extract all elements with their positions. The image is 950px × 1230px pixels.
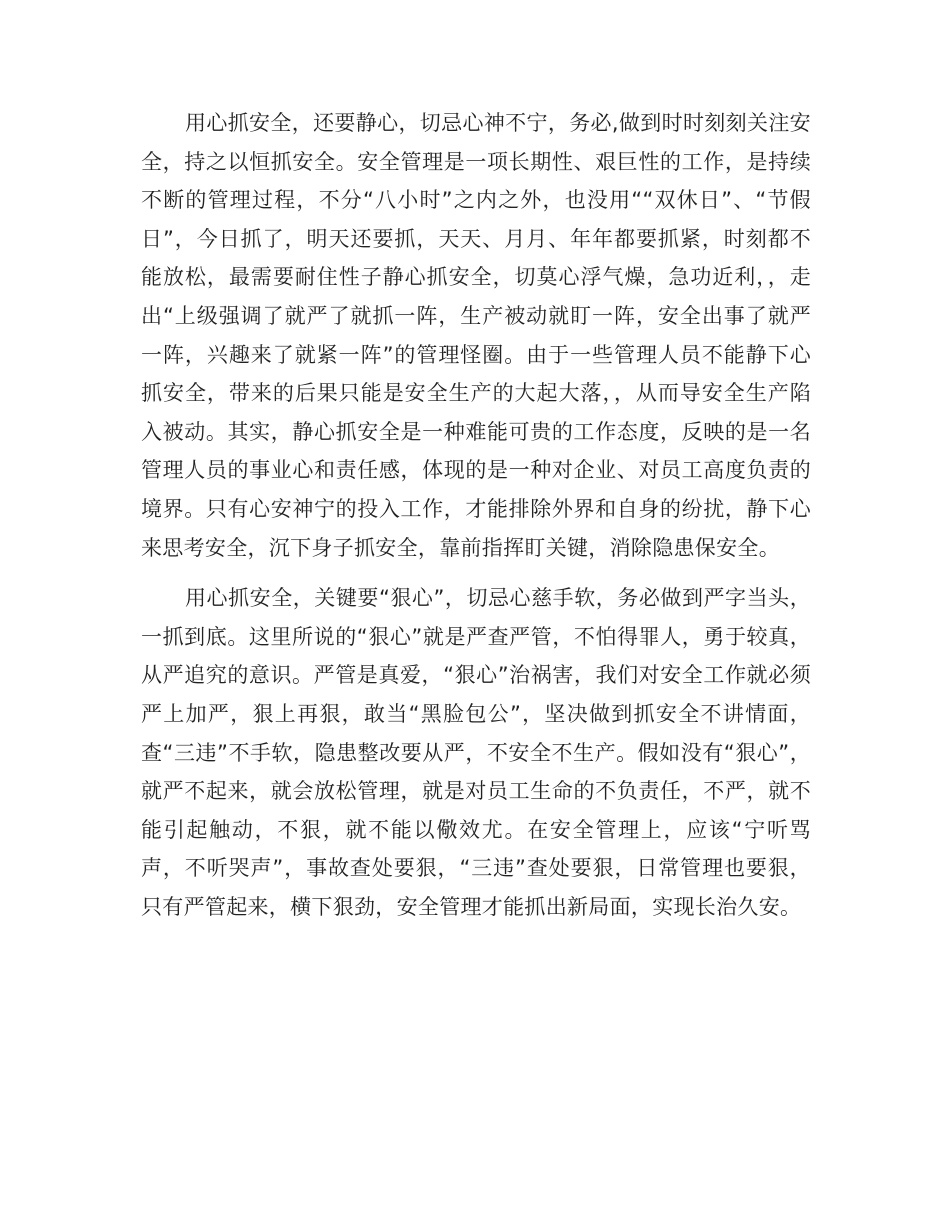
document-body xyxy=(141,104,811,938)
paragraph-2: 用心抓安全，关键要“狠心”，切忌心慈手软，务必做到严字当头，一抓到底。这里所说的“狠心”就是严查严管，不怕得罪人，勇于较真，从严追究的意识。严管是真爱，“狠心”治祸害，我们对安全工作就必须严上加严，狠上再狠，敢当“黑脸包公”，坚决做到抓安全不讲情面，查“三违”不手软，隐患整改要从严，不安全不生产。假如没有“狠心”，就严不起来，就会放松管理，就是对员工生命的不负责任，不严，就不能引起触动，不狠，就不能以儆效尤。在安全管理上，应该“宁听骂声，不听哭声”，事故查处要狠，“三违”查处要狠，日常管理也要狠，只有严管起来，横下狠劲，安全管理才能抓出新局面，实现长治久安。 xyxy=(141,586,811,919)
paragraph-1: 用心抓安全，还要静心，切忌心神不宁，务必,做到时时刻刻关注安全，持之以恒抓安全。安全管理是一项长期性、艰巨性的工作，是持续不断的管理过程，不分“八小时”之内之外，也没用““双休日”、“节假日”，今日抓了，明天还要抓，天天、月月、年年都要抓紧，时刻都不能放松，最需要耐住性子静心抓安全，切莫心浮气燥，急功近利，，走出“上级强调了就严了就抓一阵，生产被动就盯一阵，安全出事了就严一阵，兴趣来了就紧一阵”的管理怪圈。由于一些管理人员不能静下心抓安全，带来的后果只能是安全生产的大起大落，，从而导安全生产陷入被动。其实，静心抓安全是一种难能可贵的工作态度，反映的是一名管理人员的事业心和责任感，体现的是一种对企业、对员工高度负责的境界。只有心安神宁的投入工作，才能排除外界和自身的纷扰，静下心来思考安全，沉下身子抓安全，靠前指挥盯关键，消除隐患保安全。 xyxy=(141,111,811,560)
